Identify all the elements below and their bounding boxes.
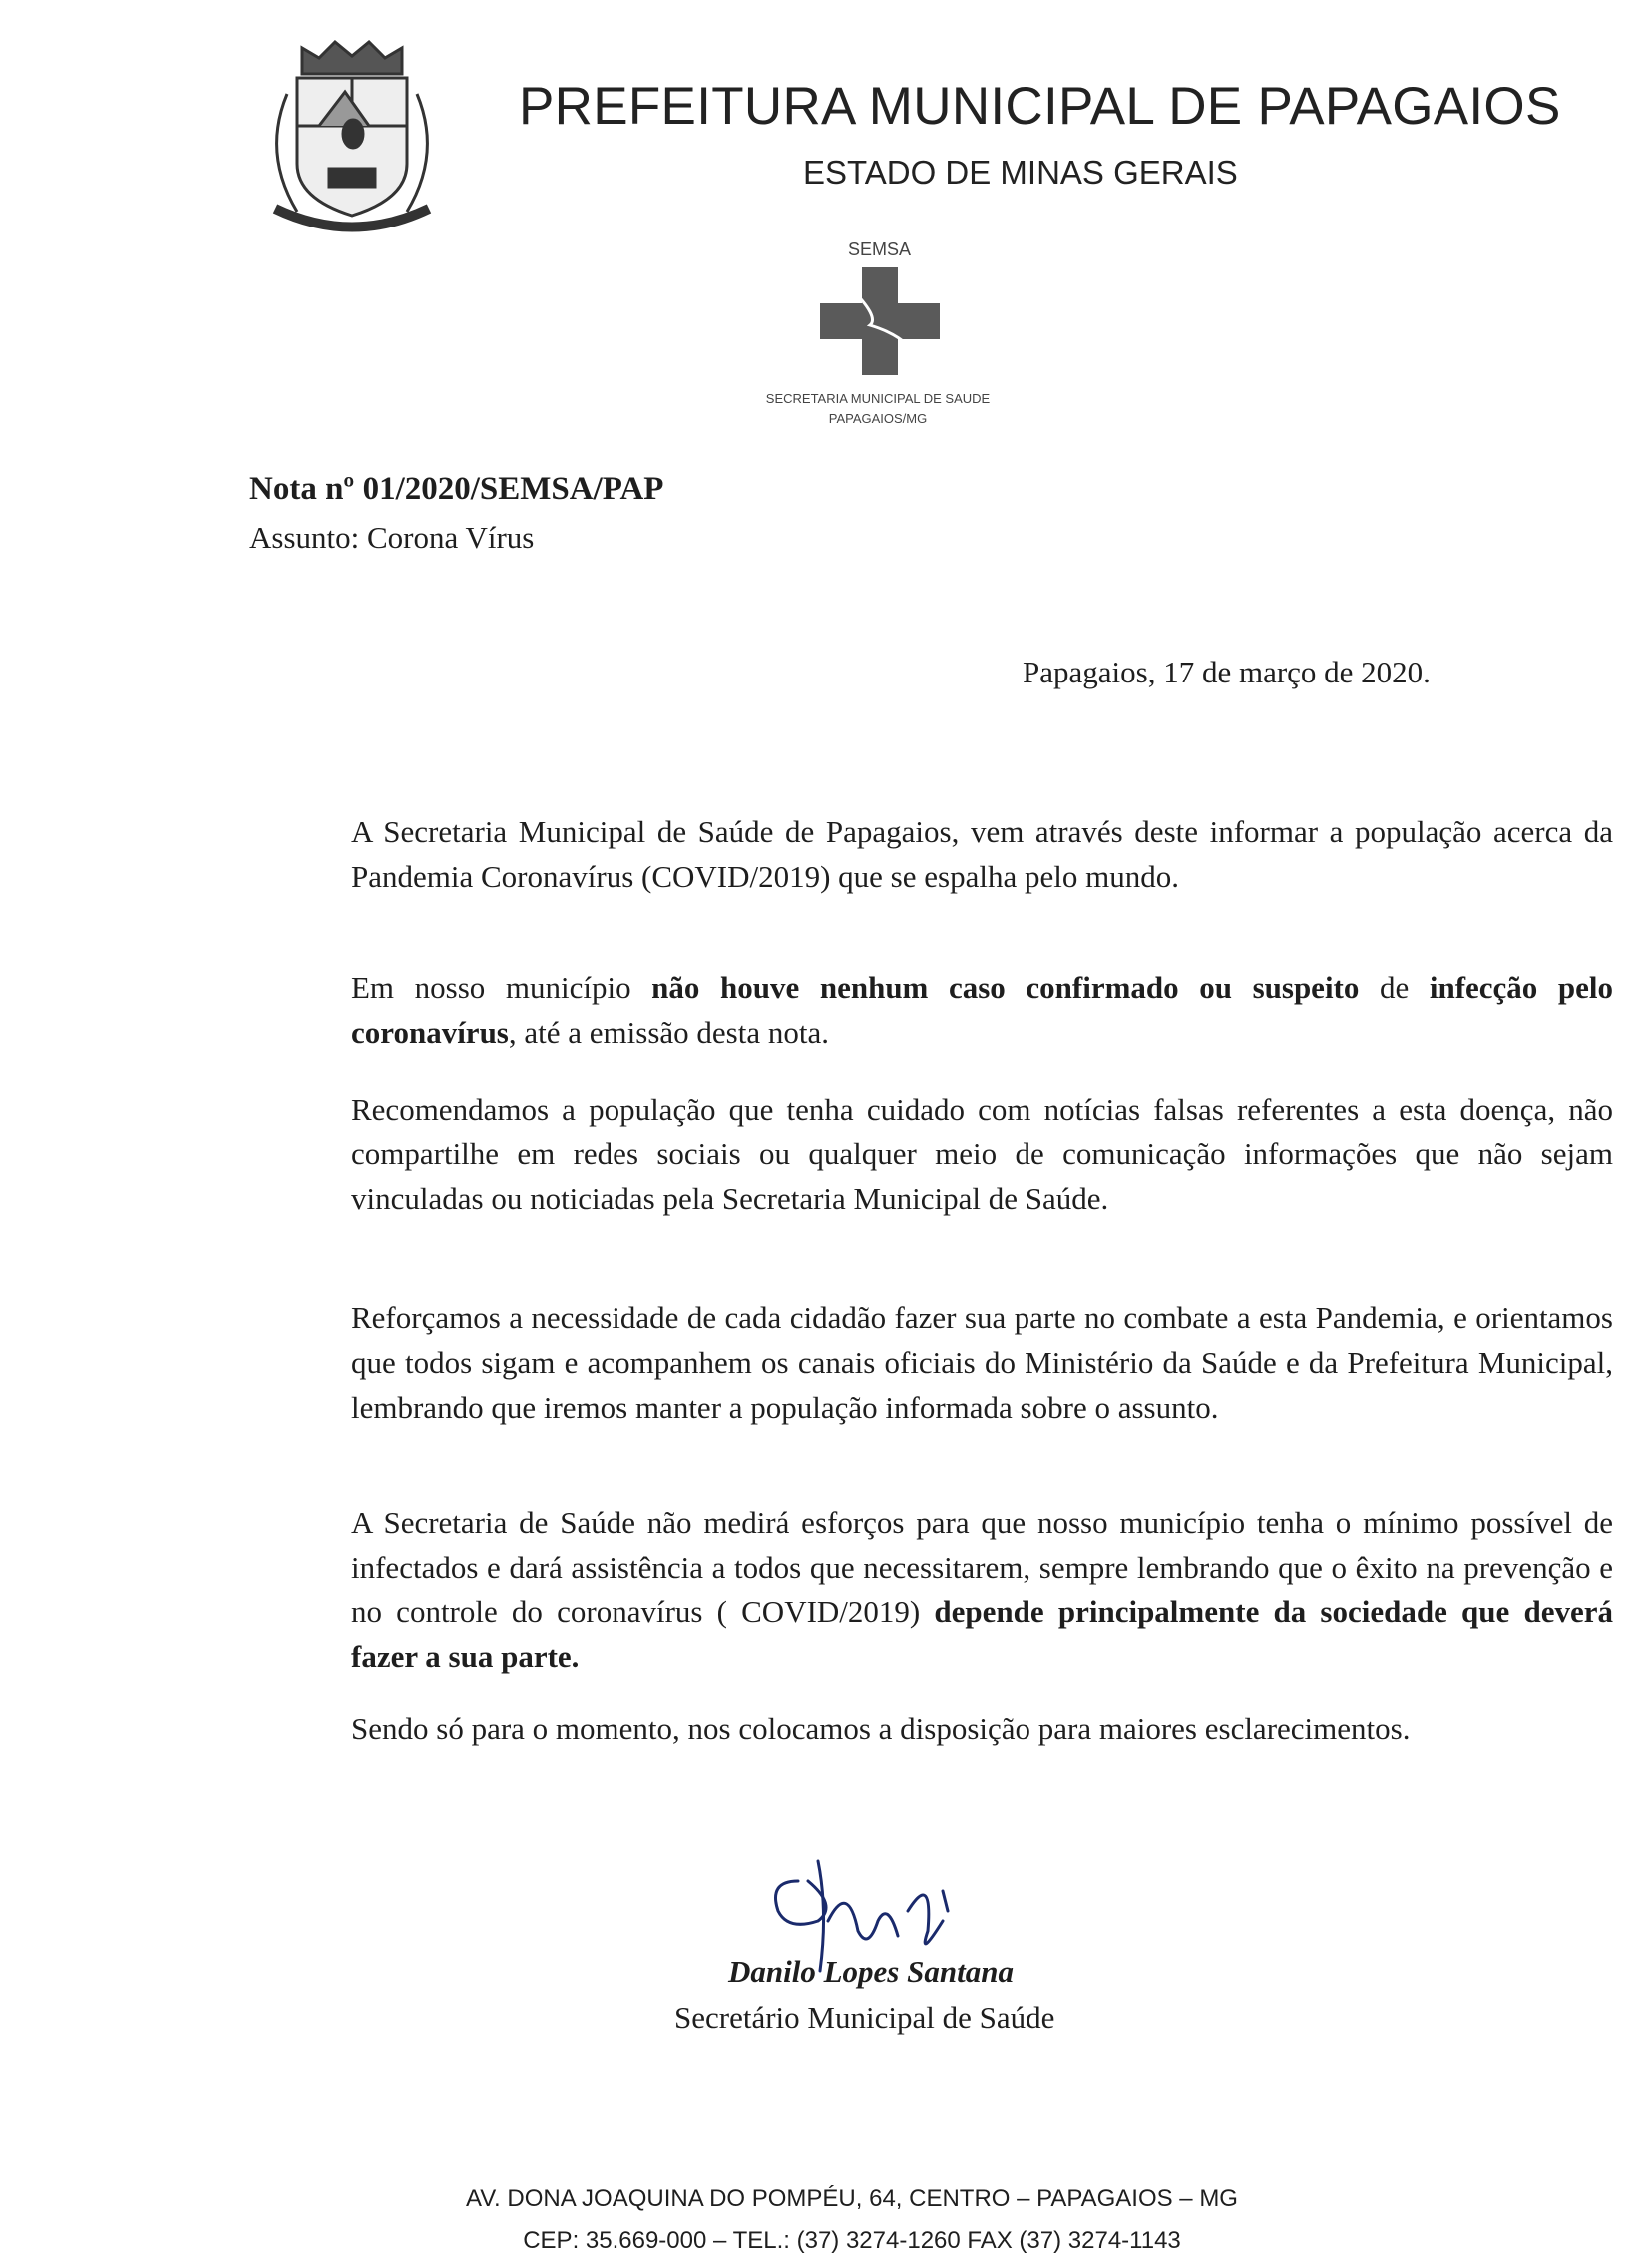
p2-middle: de [1359,970,1430,1005]
signatory-name: Danilo Lopes Santana [728,1954,1014,1989]
semsa-full-name [678,389,1077,429]
note-date: Papagaios, 17 de março de 2020. [1023,655,1431,689]
coat-of-arms-emblem [257,34,447,245]
health-cross-icon [820,267,940,375]
paragraph-2 [249,965,1613,1055]
p5-text: A Secretaria de Saúde não medirá esforços para que nosso município tenha o mínimo possível de infectados e dará assistência a todos que necessitarem, sempre lembrando que o êxito na prevenção e no controle do coronavírus ( COVID/2019) [351,1505,1613,1629]
p2-bold2: infecção pelo coronavírus [351,970,1614,1050]
note-number: Nota nº 01/2020/SEMSA/PAP [249,471,664,507]
semsa-acronym: SEMSA [848,239,912,259]
paragraph-4: Reforçamos a necessidade de cada cidadão fazer sua parte no combate a esta Pandemia, e orientamos que todos sigam e acompanhem os canais oficiais do Ministério da Saúde e da Prefeitura Municipal, lembrando que iremos manter a população informada sobre o assunto. [351,1300,1613,1425]
p2-text: Em nosso município [351,970,652,1005]
paragraph-3: Recomendamos a população que tenha cuidado com notícias falsas referentes a esta doença, não compartilhe em redes sociais ou qualquer meio de comunicação informações que não sejam vinculadas ou noticiadas pela Secretaria Municipal de Saúde. [351,1092,1613,1216]
p5-bold: depende principalmente da sociedade que deverá fazer a sua parte. [351,1594,1613,1674]
semsa-full-line2: PAPAGAIOS/MG [828,411,928,426]
note-subject: Assunto: Corona Vírus [249,520,535,555]
footer-contact: CEP: 35.669-000 – TEL.: (37) 3274-1260 FAX (37) 3274-1143 [523,2227,1181,2254]
header-state: ESTADO DE MINAS GERAIS [803,154,1238,191]
p2-after: , até a emissão desta nota. [508,1015,829,1050]
paragraph-6: Sendo só para o momento, nos colocamos a disposição para maiores esclarecimentos. [351,1711,1411,1746]
signatory-role: Secretário Municipal de Saúde [674,2000,1055,2035]
paragraph-5 [249,1500,1613,1679]
paragraph-1: A Secretaria Municipal de Saúde de Papagaios, vem através deste informar a população acerca da Pandemia Coronavírus (COVID/2019) que se espalha pelo mundo. [351,814,1613,894]
semsa-full-line1: SECRETARIA MUNICIPAL DE SAUDE [765,391,991,406]
p2-bold: não houve nenhum caso confirmado ou suspeito [651,970,1360,1005]
footer-address: AV. DONA JOAQUINA DO POMPÉU, 64, CENTRO – PAPAGAIOS – MG [466,2185,1238,2212]
header-org-name: PREFEITURA MUNICIPAL DE PAPAGAIOS [519,77,1561,136]
